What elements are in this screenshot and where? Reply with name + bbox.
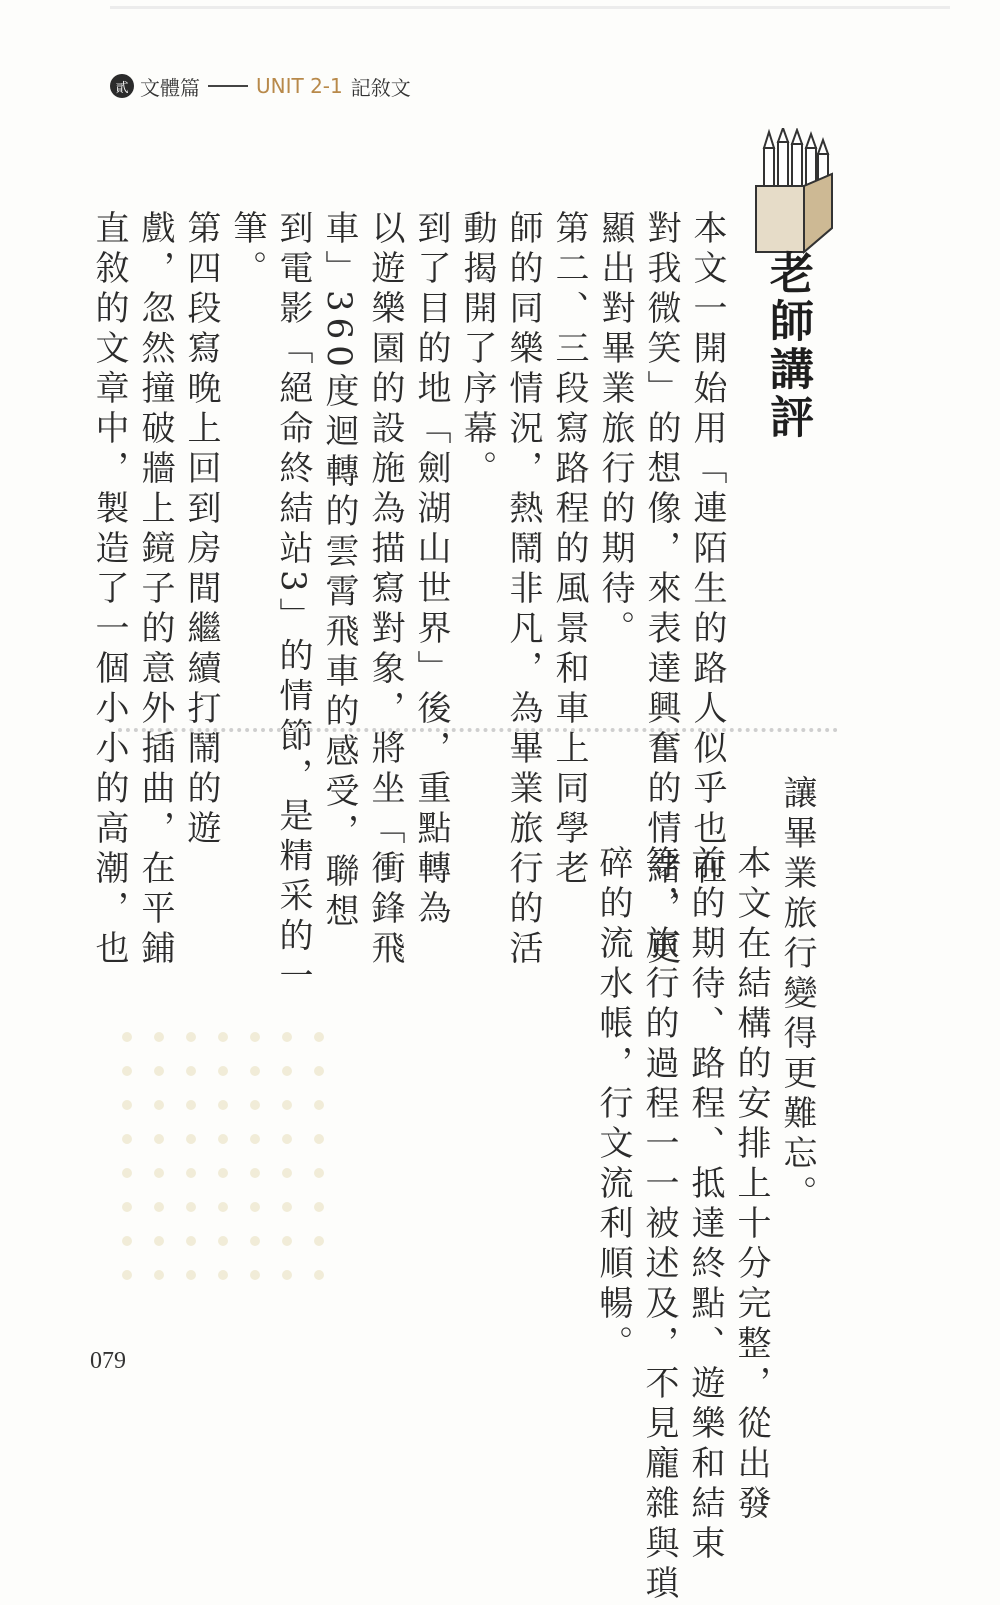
text-line: 戲，忽然撞破牆上鏡子的意外插曲，在平鋪	[135, 210, 175, 970]
decorative-dot	[282, 1032, 292, 1042]
paragraph	[454, 140, 592, 970]
text-line: 本文一開始用「連陌生的路人似乎也在	[687, 210, 727, 890]
decorative-dot	[122, 1134, 132, 1144]
paragraph	[224, 140, 454, 998]
header-section: 文體篇	[140, 75, 200, 100]
header-unit: UNIT 2-1	[256, 74, 343, 98]
decorative-dot	[314, 1066, 324, 1076]
top-text-block	[86, 140, 730, 998]
decorative-dot	[250, 1134, 260, 1144]
decorative-dot	[314, 1202, 324, 1212]
decorative-dot	[314, 1270, 324, 1280]
decorative-dot	[282, 1202, 292, 1212]
decorative-dot	[122, 1168, 132, 1178]
decorative-dot	[218, 1100, 228, 1110]
decorative-dot	[314, 1032, 324, 1042]
decorative-dot	[186, 1168, 196, 1178]
decorative-dot	[154, 1270, 164, 1280]
text-line: 筆。	[227, 210, 267, 290]
decorative-dot	[154, 1032, 164, 1042]
header-topic: 記敘文	[350, 75, 411, 100]
decorative-dot	[154, 1202, 164, 1212]
decorative-dot	[314, 1236, 324, 1246]
decorative-dot-grid	[115, 1025, 345, 1305]
decorative-dot	[122, 1236, 132, 1246]
section-title: 老師講評	[762, 250, 813, 442]
decorative-dot	[250, 1236, 260, 1246]
decorative-dot	[186, 1066, 196, 1076]
decorative-dot	[218, 1032, 228, 1042]
top-rule	[110, 6, 950, 9]
paragraph	[590, 775, 774, 1605]
decorative-dot	[282, 1168, 292, 1178]
decorative-dot	[186, 1236, 196, 1246]
header-dash	[208, 85, 248, 87]
decorative-dot	[314, 1134, 324, 1144]
decorative-dot	[186, 1100, 196, 1110]
text-line: 前的期待、路程、抵達終點、遊樂和結束	[685, 845, 725, 1565]
text-line: 第四段寫晚上回到房間繼續打鬧的遊	[181, 210, 221, 850]
text-line: 車」360度迴轉的雲霄飛車的感受，聯想	[319, 210, 359, 933]
paragraph	[86, 140, 224, 970]
decorative-dot	[250, 1100, 260, 1110]
decorative-dot	[122, 1202, 132, 1212]
bottom-text-block	[590, 775, 820, 1605]
decorative-dot	[250, 1066, 260, 1076]
text-line: 對我微笑」的想像，來表達興奮的情緒，更	[641, 210, 681, 970]
text-line: 師的同樂情況，熱鬧非凡，為畢業旅行的活	[503, 210, 543, 970]
paragraph	[774, 775, 820, 1355]
decorative-dot	[154, 1134, 164, 1144]
paragraph	[592, 140, 730, 970]
decorative-dot	[218, 1168, 228, 1178]
decorative-dot	[250, 1168, 260, 1178]
decorative-dot	[314, 1100, 324, 1110]
running-header	[110, 70, 411, 102]
text-line: 顯出對畢業旅行的期待。	[595, 210, 635, 650]
text-line: 以遊樂園的設施為描寫對象，將坐「衝鋒飛	[365, 210, 405, 970]
decorative-dot	[122, 1270, 132, 1280]
text-line: 直敘的文章中，製造了一個小小的高潮，也	[89, 210, 129, 970]
page-number: 079	[90, 1348, 126, 1374]
text-line: 第二、三段寫路程的風景和車上同學老	[549, 210, 589, 890]
chapter-badge: 貳	[110, 74, 134, 98]
decorative-dot	[282, 1236, 292, 1246]
decorative-dot	[282, 1066, 292, 1076]
decorative-dot	[186, 1270, 196, 1280]
decorative-dot	[250, 1032, 260, 1042]
decorative-dot	[154, 1100, 164, 1110]
decorative-dot	[282, 1100, 292, 1110]
decorative-dot	[314, 1168, 324, 1178]
decorative-dot	[154, 1236, 164, 1246]
text-line: 到電影「絕命終結站3」的情節，是精采的一	[273, 210, 313, 998]
decorative-dot	[218, 1134, 228, 1144]
decorative-dot	[218, 1066, 228, 1076]
decorative-dot	[154, 1168, 164, 1178]
decorative-dot	[122, 1032, 132, 1042]
decorative-dot	[186, 1202, 196, 1212]
decorative-dot	[122, 1066, 132, 1076]
decorative-dot	[122, 1100, 132, 1110]
text-line: 動揭開了序幕。	[457, 210, 497, 490]
text-line: 等，旅行的過程一一被述及，不見龐雜與瑣	[639, 845, 679, 1605]
decorative-dot	[186, 1134, 196, 1144]
decorative-dot	[250, 1270, 260, 1280]
text-line: 碎的流水帳，行文流利順暢。	[593, 845, 633, 1365]
decorative-dot	[250, 1202, 260, 1212]
decorative-dot	[218, 1236, 228, 1246]
text-line: 本文在結構的安排上十分完整，從出發	[731, 845, 771, 1525]
decorative-dot	[218, 1270, 228, 1280]
text-line: 讓畢業旅行變得更難忘。	[777, 775, 817, 1215]
pencil-cup-icon	[752, 128, 836, 256]
decorative-dot	[154, 1066, 164, 1076]
decorative-dot	[282, 1134, 292, 1144]
dotted-divider	[118, 728, 838, 732]
decorative-dot	[186, 1032, 196, 1042]
decorative-dot	[282, 1270, 292, 1280]
decorative-dot	[218, 1202, 228, 1212]
text-line: 到了目的地「劍湖山世界」後，重點轉為	[411, 210, 451, 930]
